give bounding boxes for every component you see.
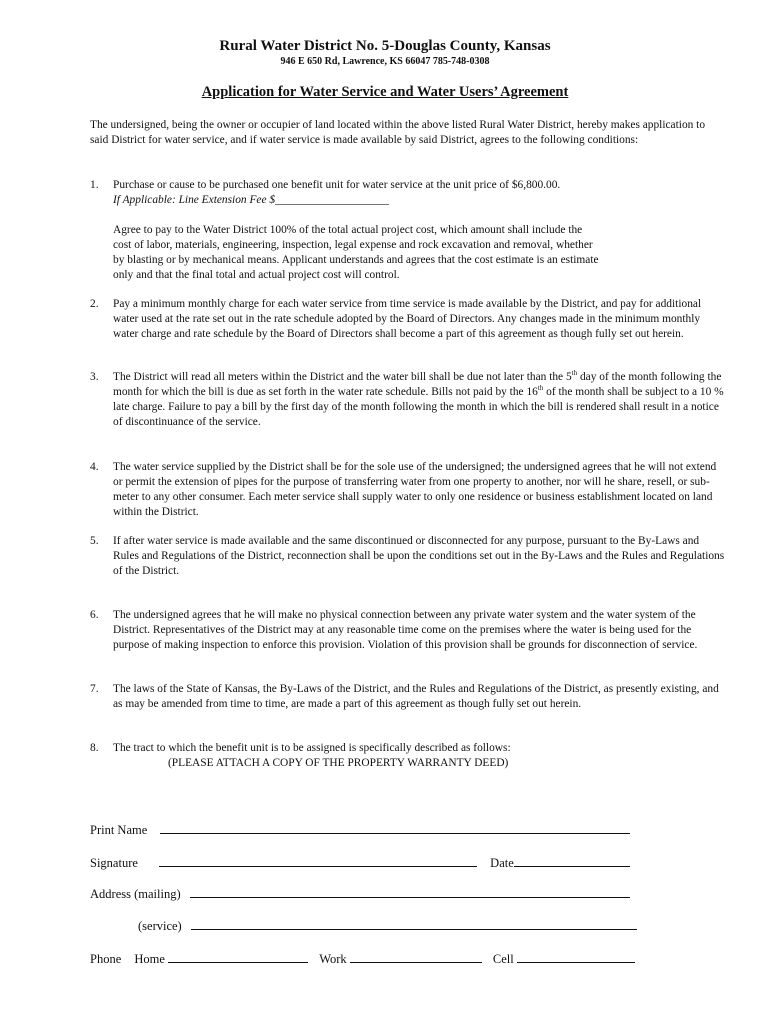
phone-row bbox=[90, 950, 635, 967]
item-number: 3. bbox=[90, 371, 99, 383]
document-heading: Application for Water Service and Water Users’ Agreement bbox=[201, 84, 569, 100]
address-mailing-row bbox=[90, 885, 630, 902]
address-mailing-label: Address (mailing) bbox=[90, 887, 181, 901]
district-title: Rural Water District No. 5-Douglas County, Kansas bbox=[219, 38, 551, 54]
print-name-label: Print Name bbox=[90, 823, 148, 837]
cell-phone-field[interactable] bbox=[517, 950, 635, 963]
work-phone-field[interactable] bbox=[350, 950, 482, 963]
signature-label: Signature bbox=[90, 856, 138, 870]
signature-row bbox=[90, 854, 630, 871]
address-service-field[interactable] bbox=[191, 917, 637, 930]
item-number: 4. bbox=[90, 461, 99, 473]
item-4-text: The water service supplied by the District shall be for the sole use of the undersigned; the undersigned agrees that he will not extend or permit the extension of pipes for the purpose of transferring water from one property to another, nor will he share, resell, or sub-meter to any other consumer. Each meter service shall supply water to only one residence or business establishment located on land within the District. bbox=[113, 461, 717, 518]
item-3-text bbox=[113, 370, 725, 430]
item-1-extra: Agree to pay to the Water District 100% of the total actual project cost, which amount shall include the cost of labor, materials, engineering, inspection, legal expense and rock excavation and removal, whether by blasting or by mechanical means. Applicant understands and agrees that the cost estimate is an estimate only and that the final total and actual project cost will control. bbox=[113, 224, 599, 281]
item-number: 8. bbox=[90, 742, 99, 754]
print-name-field[interactable] bbox=[160, 821, 630, 834]
address-service-label: (service) bbox=[138, 919, 182, 933]
district-address: 946 E 650 Rd, Lawrence, KS 66047 785-748-0308 bbox=[280, 56, 490, 67]
item-number: 6. bbox=[90, 609, 99, 621]
line-extension-fee: If Applicable: Line Extension Fee $____________________ bbox=[113, 194, 389, 206]
item-3-text-a: The District will read all meters within the District and the water bill shall be due not later than the 5 bbox=[113, 371, 572, 383]
work-phone-label: Work bbox=[319, 952, 347, 966]
item-1-text: Purchase or cause to be purchased one benefit unit for water service at the unit price of $6,800.00. bbox=[113, 179, 561, 191]
phone-label: Phone bbox=[90, 952, 122, 966]
signature-field[interactable] bbox=[159, 854, 477, 867]
warranty-deed-note: (PLEASE ATTACH A COPY OF THE PROPERTY WARRANTY DEED) bbox=[168, 757, 509, 769]
item-number: 1. bbox=[90, 179, 99, 191]
item-3-text-b: day of the month following the month for which the bill is due as set forth in the water rate schedule. Bills not paid by the 16 bbox=[113, 371, 722, 398]
item-2-text: Pay a minimum monthly charge for each water service from time service is made available by the District, and pay for additional water used at the rate set out in the rate schedule adopted by the Board of Directors. Any changes made in the minimum monthly water charge and rate schedule by the Board of Directors shall become a part of this agreement as though fully set out herein. bbox=[113, 298, 702, 340]
item-number: 5. bbox=[90, 535, 99, 547]
address-service-row bbox=[138, 917, 637, 934]
home-phone-label: Home bbox=[134, 952, 165, 966]
item-8-text: The tract to which the benefit unit is to be assigned is specifically described as follows: bbox=[113, 742, 511, 754]
address-mailing-field[interactable] bbox=[190, 885, 630, 898]
item-5-text: If after water service is made available and the same discontinued or disconnected for any purpose, pursuant to the By-Laws and Rules and Regulations of the District, reconnection shall be upon the conditions set out in the By-Laws and the Rules and Regulations of the District. bbox=[113, 535, 725, 577]
ordinal-suffix: th bbox=[537, 384, 544, 393]
item-number: 2. bbox=[90, 298, 99, 310]
ordinal-suffix: th bbox=[571, 369, 578, 378]
item-number: 7. bbox=[90, 683, 99, 695]
date-field[interactable] bbox=[514, 854, 630, 867]
print-name-row bbox=[90, 821, 630, 838]
cell-phone-label: Cell bbox=[492, 952, 514, 966]
date-label: Date bbox=[490, 856, 514, 870]
home-phone-field[interactable] bbox=[168, 950, 308, 963]
intro-paragraph: The undersigned, being the owner or occupier of land located within the above listed Rural Water District, hereby makes application to said District for water service, and if water service is made available by said District, agrees to the following conditions: bbox=[90, 119, 706, 146]
item-6-text: The undersigned agrees that he will make no physical connection between any private water system and the water system of the District. Representatives of the District may at any reasonable time come on the premises where the water is being used for the purpose of making inspection to enforce this provision. Violation of this provision shall be grounds for disconnection of service. bbox=[113, 609, 698, 651]
item-3-text-c: of the month shall be subject to a 10 % late charge. Failure to pay a bill by the first day of the month following the month in which the bill is rendered shall result in a notice of discontinuance of the service. bbox=[113, 386, 724, 428]
item-7-text: The laws of the State of Kansas, the By-Laws of the District, and the Rules and Regulations of the District, as presently existing, and as may be amended from time to time, are made a part of this agreement as though fully set out herein. bbox=[113, 683, 719, 710]
